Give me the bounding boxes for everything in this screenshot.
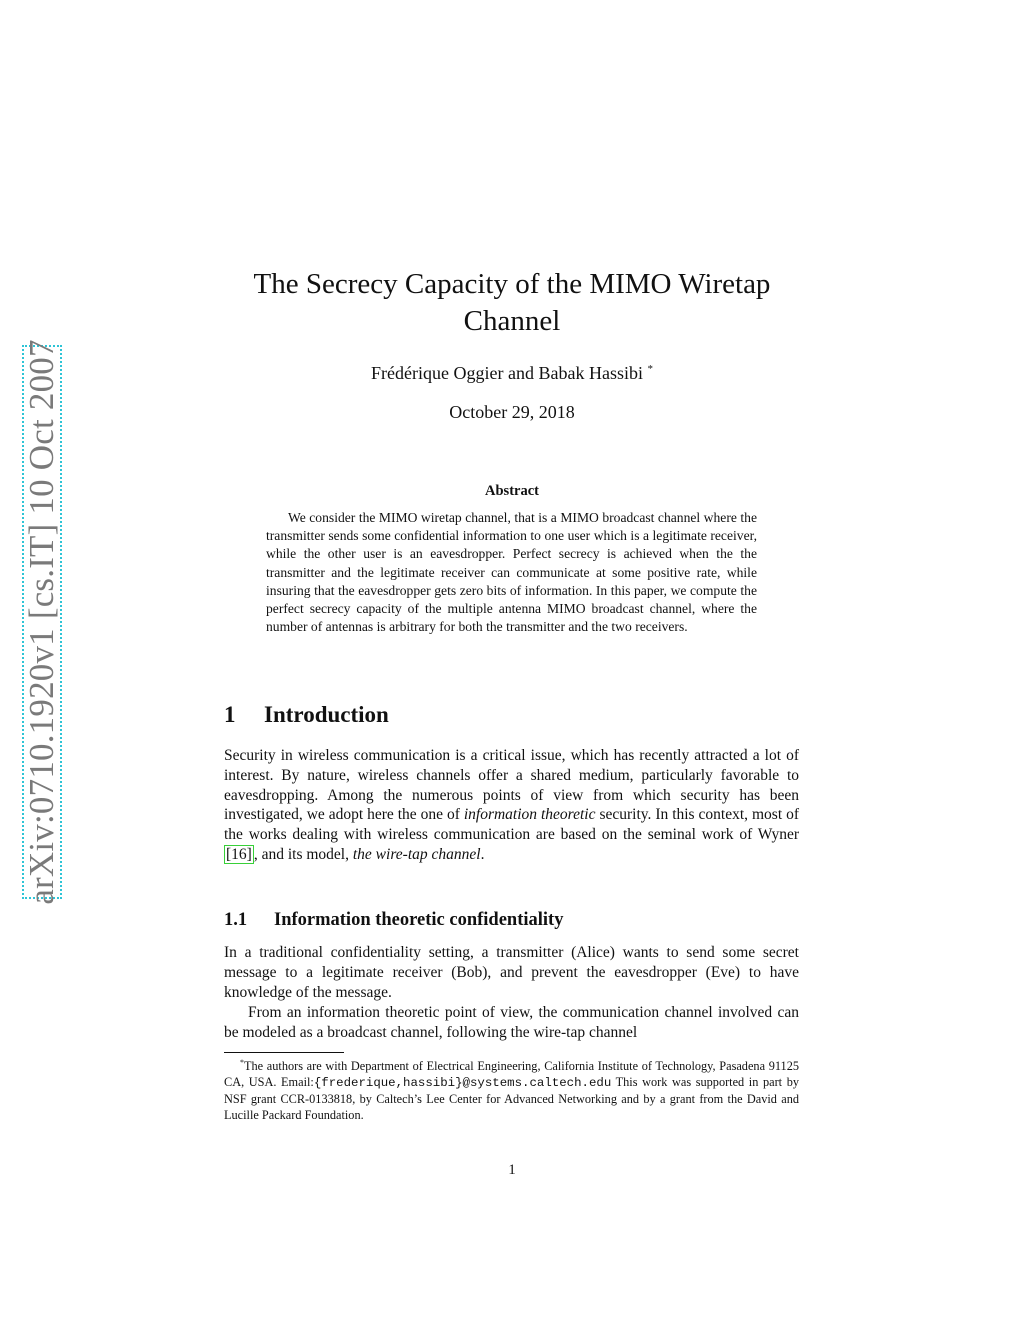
paper-title (230, 266, 794, 340)
title-line-2: Channel (463, 305, 561, 337)
citation-link[interactable]: [16] (226, 845, 252, 863)
text-run: . (480, 845, 485, 863)
footnote-rule (224, 1052, 344, 1053)
page-number: 1 (508, 1162, 516, 1178)
footnote-text: This work was supported in part by NSF grant CCR-0133818, by Caltech’s Lee Center for Advanced Networking and by a grant from the David and Lucille Packard Foundation. (224, 1075, 799, 1123)
authors (230, 363, 794, 384)
subsection-title: Information theoretic confidentiality (274, 910, 564, 930)
section-heading-introduction (224, 702, 389, 728)
emphasis-text: the wire-tap channel (352, 845, 481, 863)
footnote (224, 1055, 799, 1123)
footnote-text: The authors are with Department of Electrical Engineering, California Institute of Technology, Pasadena 91125 CA, USA. Email: (224, 1059, 799, 1090)
text-run: , and its model, (253, 845, 353, 863)
footnote-mark: * (240, 1058, 244, 1067)
author-footnote-mark[interactable]: * (647, 363, 653, 375)
abstract-text: We consider the MIMO wiretap channel, that is a MIMO broadcast channel where the transmitter sends some confidential information to one user which is a legitimate receiver, while the other user is an eavesdropper. Perfect secrecy is achieved when the the transmitter and the legitimate receiver can communicate at some positive rate, while insuring that the eavesdropper gets zero bits of information. In this paper, we compute the perfect secrecy capacity of the multiple antenna MIMO broadcast channel, where the number of antennas is arbitrary for both the transmitter and the two receivers. (266, 510, 757, 635)
confidentiality-paragraph-2: From an information theoretic point of view, the communication channel involved can be modeled as a broadcast channel, following the wire-tap channel (224, 1004, 799, 1041)
subsection-heading-confidentiality (224, 910, 563, 931)
arxiv-stamp[interactable]: arXiv:0710.1920v1 [cs.IT] 10 Oct 2007 (22, 339, 61, 905)
confidentiality-paragraph-1: In a traditional confidentiality setting, a transmitter (Alice) wants to send some secret message to a legitimate receiver (Bob), and prevent the eavesdropper (Eve) to have knowledge of the message. (224, 944, 799, 1001)
email-address[interactable]: {frederique,hassibi}@systems.caltech.edu (313, 1076, 612, 1091)
section-number: 1 (224, 702, 236, 727)
intro-paragraph (224, 746, 799, 865)
subsection-number: 1.1 (224, 910, 248, 930)
text-run: Security in wireless communication is a critical issue, which has recently attracted a lot of interest. By nature, wireless channels offer a shared medium, particularly favorable to eavesdropping. Among the numerous points of view from which security has been investigated, we adopt here the one of (224, 747, 799, 824)
title-line-1: The Secrecy Capacity of the MIMO Wiretap (253, 268, 771, 300)
author-names: Frédérique Oggier and Babak Hassibi (371, 363, 643, 383)
emphasis-text: information theoretic (463, 806, 596, 824)
paper-date: October 29, 2018 (449, 402, 575, 422)
section-title: Introduction (264, 702, 389, 727)
abstract-heading: Abstract (485, 483, 539, 499)
text-run: security. In this context, most of the works dealing with wireless communication are based on the seminal work of Wyner (224, 806, 799, 844)
